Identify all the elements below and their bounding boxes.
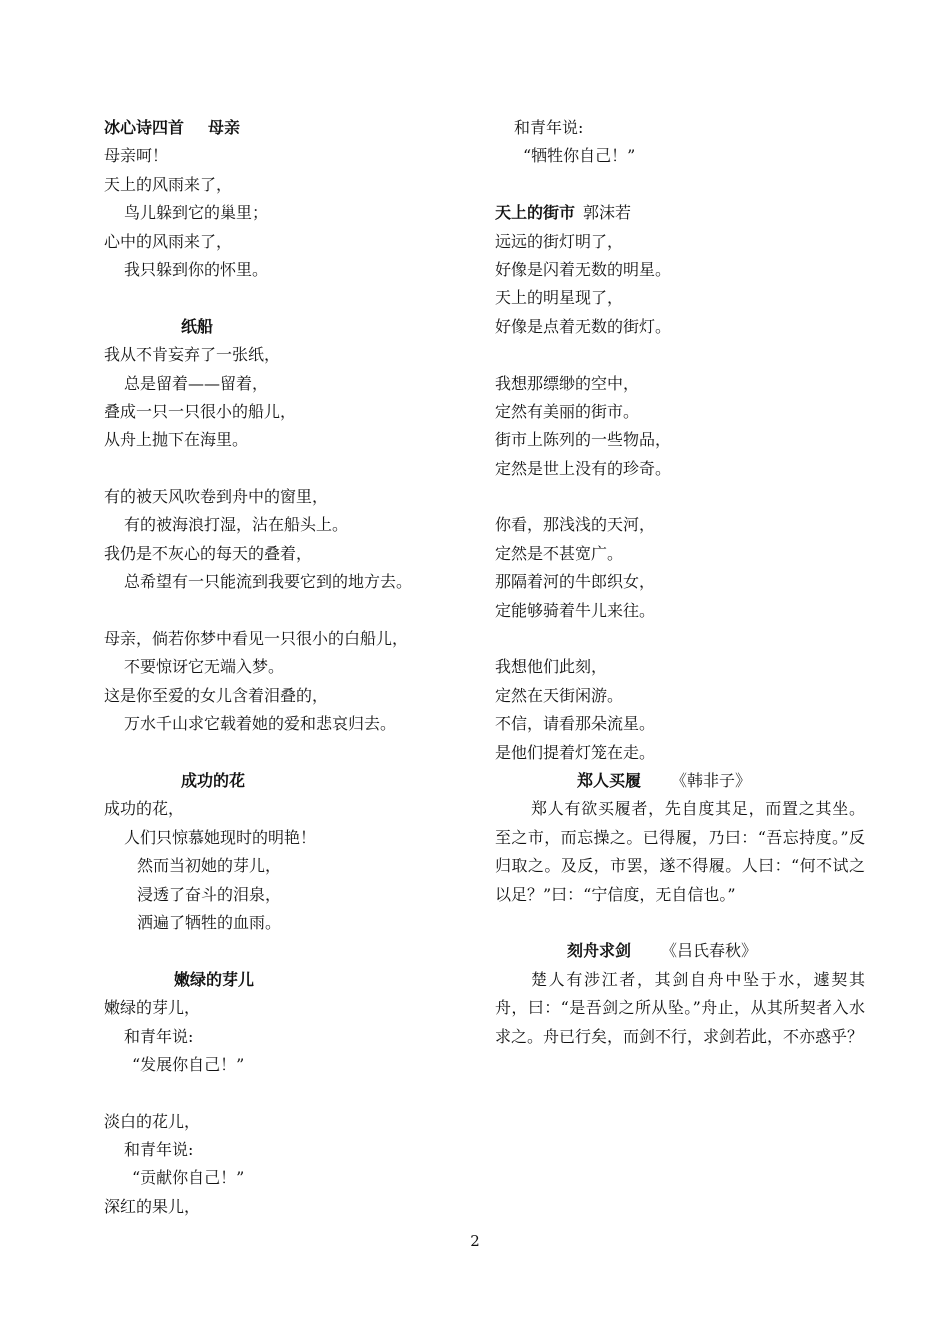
- poem-line: “牺牲你自己！”: [523, 146, 636, 166]
- poem-line: 好像是闪着无数的明星。: [495, 259, 672, 279]
- poem-line: 从舟上抛下在海里。: [104, 430, 249, 450]
- poem-line: 我只躲到你的怀里。: [124, 259, 269, 279]
- prose-source: 《韩非子》: [671, 770, 752, 790]
- poem-line: 我从不肯妄弃了一张纸，: [104, 345, 281, 365]
- poem-line: 总是留着——留着，: [124, 373, 269, 393]
- poem-line: 洒遍了牺牲的血雨。: [137, 912, 282, 932]
- poem-line: 和青年说:: [124, 1026, 194, 1046]
- poem-line: 总希望有一只能流到我要它到的地方去。: [124, 572, 413, 592]
- poem-line: 定能够骑着牛儿来往。: [495, 600, 656, 620]
- poem-line: 不信，请看那朵流星。: [495, 714, 656, 734]
- poem-line: “贡献你自己！”: [132, 1168, 245, 1188]
- poem-line: 有的被天风吹卷到舟中的窗里，: [104, 487, 329, 507]
- poem-title-jieshi: 天上的街市 郭沫若: [495, 203, 632, 223]
- page-number: 2: [470, 1232, 480, 1250]
- poem-line: 你看，那浅浅的天河，: [495, 515, 656, 535]
- poem-line: 我想那缥缈的空中，: [495, 373, 640, 393]
- poem-line: 母亲呵！: [104, 146, 169, 166]
- prose-title-maili: 郑人买履 《韩非子》: [577, 770, 752, 790]
- poem-title-muqin: 冰心诗四首 母亲: [104, 118, 241, 137]
- poem-line: 然而当初她的芽儿，: [137, 856, 282, 876]
- poem-line: 那隔着河的牛郎织女，: [495, 572, 656, 592]
- poem-line: 不要惊讶它无端入梦。: [124, 657, 285, 677]
- poem-line: 定然是不甚宽广。: [495, 543, 624, 563]
- poem-line: 人们只惊慕她现时的明艳！: [124, 827, 317, 847]
- poem-author: 郭沫若: [583, 203, 632, 223]
- poem-line: 淡白的花儿，: [104, 1111, 201, 1131]
- prose-source: 《吕氏春秋》: [661, 941, 758, 961]
- prose-text-kezhou: 楚人有涉江者，其剑自舟中坠于水，遽契其舟，曰：“是吾剑之所从坠。”舟止，从其所契者入水求之。舟已行矣，而剑不行，求剑若此，不亦惑乎？: [495, 969, 865, 1046]
- poem-line: 有的被海浪打湿，沾在船头上。: [124, 515, 349, 535]
- poem-line: 万水千山求它载着她的爱和悲哀归去。: [124, 714, 397, 734]
- poem-line: 定然在天街闲游。: [495, 685, 624, 705]
- poem-line: 我想他们此刻，: [495, 657, 608, 677]
- poem-line: 叠成一只一只很小的船儿，: [104, 401, 297, 421]
- poem-title-zhichuan: 纸船: [181, 316, 214, 336]
- poem-line: 街市上陈列的一些物品，: [495, 430, 672, 450]
- poem-line: 和青年说:: [514, 118, 584, 137]
- poem-line: 好像是点着无数的街灯。: [495, 316, 672, 336]
- poem-line: 母亲，倘若你梦中看见一只很小的白船儿，: [104, 629, 409, 649]
- poem-line: 是他们提着灯笼在走。: [495, 742, 656, 762]
- poem-line: 我仍是不灰心的每天的叠着，: [104, 543, 313, 563]
- poem-title-nenlv: 嫩绿的芽儿: [174, 969, 255, 989]
- poem-line: 心中的风雨来了，: [104, 231, 233, 251]
- poem-line: 天上的风雨来了，: [104, 174, 233, 194]
- poem-line: “发展你自己！”: [132, 1054, 245, 1074]
- poem-line: 这是你至爱的女儿含着泪叠的，: [104, 685, 329, 705]
- poem-line: 成功的花，: [104, 799, 185, 819]
- poem-line: 远远的街灯明了，: [495, 231, 624, 251]
- poem-title-chenggong: 成功的花: [181, 770, 246, 790]
- poem-line: 深红的果儿，: [104, 1196, 201, 1216]
- prose-title-kezhou: 刻舟求剑 《吕氏春秋》: [567, 941, 758, 961]
- poem-line: 和青年说:: [124, 1140, 194, 1160]
- poem-line: 嫩绿的芽儿，: [104, 998, 201, 1018]
- right-column: [495, 114, 865, 1051]
- poem-line: 鸟儿躲到它的巢里；: [124, 203, 269, 223]
- poem-line: 浸透了奋斗的泪泉，: [137, 884, 282, 904]
- left-column: [104, 114, 474, 1221]
- prose-text-maili: 郑人有欲买履者，先自度其足，而置之其坐。至之市，而忘操之。已得履，乃曰：“吾忘持度。”反归取之。及反，市罢，遂不得履。人曰：“何不试之以足？”曰：“宁信度，无自信也。”: [495, 799, 865, 904]
- poem-line: 定然是世上没有的珍奇。: [495, 458, 672, 478]
- poem-line: 天上的明星现了，: [495, 288, 624, 308]
- poem-line: 定然有美丽的街市。: [495, 401, 640, 421]
